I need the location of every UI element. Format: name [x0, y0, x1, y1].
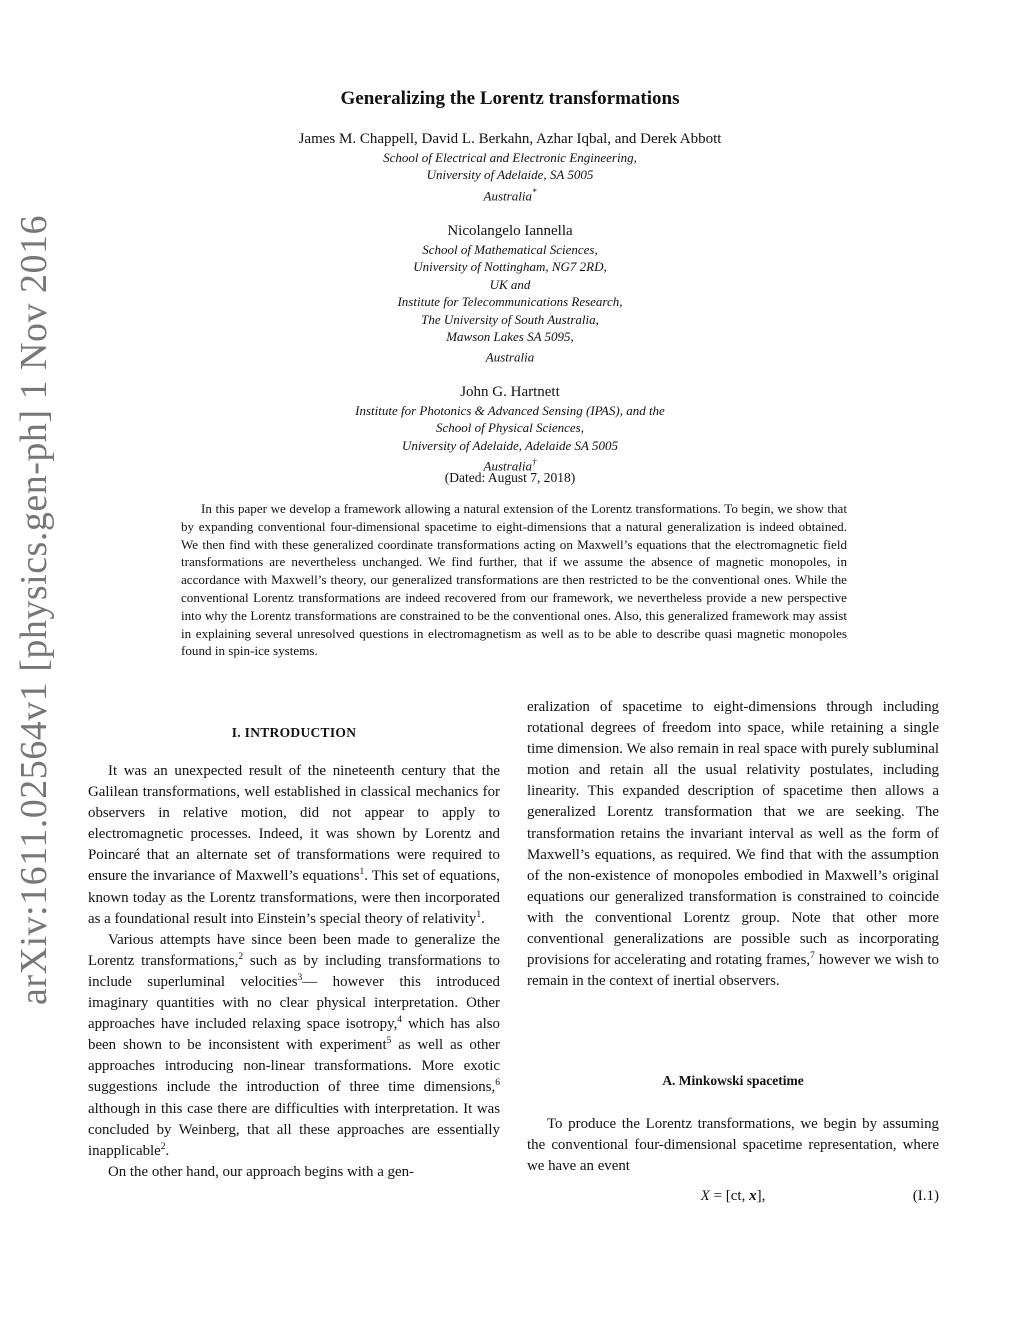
affiliation-line: School of Physical Sciences,: [435, 420, 584, 436]
citation-ref: 1: [476, 909, 482, 920]
abstract: In this paper we develop a framework allowing a natural extension of the Lorentz transformations. To begin, we show that by expanding conventional four-dimensional spacetime to eight-dimensions that a natural generalization is indeed obtained. We then find with these generalized coordinate transformations acting on Maxwell’s equations that the electromagnetic field transformations are nevertheless unchanged. We find further, that if we assume the absence of magnetic monopoles, in accordance with Maxwell’s theory, our generalized transformations are then restricted to be the conventional ones. While the conventional Lorentz transformations are indeed recovered from our framework, we nevertheless provide a new perspective into why the Lorentz transformations are constrained to be the conventional ones. Also, this generalized framework may assist in explaining several unresolved questions in electromagnetism as well as to be able to describe quasi magnetic monopoles found in spin-ice systems.: [181, 501, 847, 659]
citation-ref: 6: [495, 1078, 500, 1089]
equation-close: ],: [756, 1188, 766, 1204]
author-block-2: [0, 222, 1020, 366]
text-run: . This set of equations, known today as the Lorentz transformations, were then incorporated as a foundational result into Einstein’s special theory of relativity: [88, 868, 500, 927]
citation-ref: 2: [160, 1141, 166, 1152]
text-run: however we wish to remain in the context of inertial observers.: [527, 952, 940, 990]
intro-paragraph-2: [88, 930, 500, 1162]
affiliation-country: Australia: [483, 188, 532, 204]
intro-paragraph-1: [88, 761, 500, 930]
affiliation-line: University of Adelaide, Adelaide SA 5005: [402, 437, 618, 453]
text-run: Various attempts have since been been made to generalize the Lorentz transformations,: [88, 931, 500, 969]
text-run: which has also been shown to be inconsistent with experiment: [88, 1016, 500, 1054]
citation-ref: 5: [386, 1036, 392, 1047]
author-block-3: [0, 383, 1020, 475]
affiliation-country: Australia: [485, 349, 535, 365]
text-run: eralization of spacetime to eight-dimensions through including rotational degrees of freedom into space, while retaining a single time dimension. We also remain in real space with purely subluminal motion and retain all the usual relativity postulates, including linearity. This expanded description of spacetime then allows a generalized Lorentz transformation that we are seeking. The transformation retains the invariant interval as well as the form of Maxwell’s equations, as required. We find that with the assumption of the non-existence of monopoles embodied in Maxwell’s original equations our generalized transformation is constrained to coincide with the conventional Lorentz group. Note that other more conventional generalizations are possible such as incorporating provisions for accelerating and rotating frames,: [527, 699, 939, 969]
citation-ref: 3: [297, 972, 303, 983]
left-column: [88, 761, 500, 1183]
citation-ref: 4: [397, 1015, 403, 1026]
affiliation-country: Australia: [483, 458, 532, 474]
author-names: Nicolangelo Iannella: [447, 223, 573, 239]
text-run: It was an unexpected result of the nineteenth century that the Galilean transformations, well established in classical mechanics for observers in relative motion, did not appear to apply to electromagnetic processes. Indeed, it was shown by Lorentz and Poincaré that an alternate set of transformations were required to ensure the invariance of Maxwell’s equations: [88, 763, 500, 885]
text-run: .: [165, 1142, 170, 1159]
affiliation-line: Mawson Lakes SA 5095,: [446, 329, 574, 345]
affiliation-line: School of Mathematical Sciences,: [422, 242, 598, 257]
author-names: John G. Hartnett: [460, 384, 560, 400]
affiliation-line: University of Adelaide, SA 5005: [426, 167, 594, 183]
text-run: as well as other approaches introducing non-linear transformations. More exotic suggestions include the introduction of three time dimensions,: [88, 1037, 500, 1096]
citation-ref: 7: [810, 951, 815, 962]
author-names: James M. Chappell, David L. Berkahn, Azhar Iqbal, and Derek Abbott: [298, 131, 722, 147]
affiliation-line: Institute for Telecommunications Research,: [397, 294, 623, 310]
intro-paragraph-continued: [527, 697, 939, 992]
equation-body: [527, 1188, 939, 1205]
affiliation-line: [0, 345, 1020, 366]
affiliation-line: [0, 184, 1020, 205]
author-block-1: [0, 130, 1020, 205]
equation-lhs: X: [700, 1188, 710, 1204]
arxiv-stamp-text: arXiv:1611.02564v1 [physics.gen-ph] 1 Nov 2016: [13, 215, 55, 1005]
text-run: .: [481, 910, 485, 927]
affiliation-line: UK and: [489, 276, 531, 292]
section-heading-introduction: I. INTRODUCTION: [231, 725, 357, 740]
affiliation-line: School of Electrical and Electronic Engineering,: [383, 150, 637, 165]
footnote-mark: †: [531, 457, 537, 468]
dated-line: (Dated: August 7, 2018): [444, 470, 576, 485]
equation-rhs: = [ct,: [709, 1188, 750, 1204]
minkowski-text-block: [527, 1114, 939, 1177]
intro-paragraph-3: On the other hand, our approach begins with a gen-: [108, 1163, 414, 1180]
text-run: such as by including transformations to include superluminal velocities: [88, 952, 500, 990]
affiliation-line: University of Nottingham, NG7 2RD,: [413, 259, 607, 275]
text-run: although in this case there are difficulties with interpretation. It was concluded by Weinberg, that all these approaches are essentially inapplicable: [88, 1100, 500, 1159]
footnote-mark: *: [531, 186, 537, 197]
citation-ref: 2: [238, 951, 244, 962]
paper-title: Generalizing the Lorentz transformations: [340, 88, 680, 109]
affiliation-line: The University of South Australia,: [421, 311, 599, 327]
subsection-heading-minkowski: A. Minkowski spacetime: [662, 1073, 804, 1088]
text-run: — however this introduced imaginary quantities with no clear physical interpretation. Other approaches have included relaxing space isotropy,: [88, 973, 500, 1033]
minkowski-paragraph: To produce the Lorentz transformations, we begin by assuming the conventional four-dimensional spacetime representation, where we have an event: [527, 1116, 939, 1175]
affiliation-line: Institute for Photonics & Advanced Sensing (IPAS), and the: [355, 403, 665, 418]
equation-vector: x: [749, 1188, 757, 1204]
right-column: [527, 697, 939, 992]
citation-ref: 1: [359, 867, 365, 878]
equation-number: (I.1): [912, 1188, 939, 1204]
